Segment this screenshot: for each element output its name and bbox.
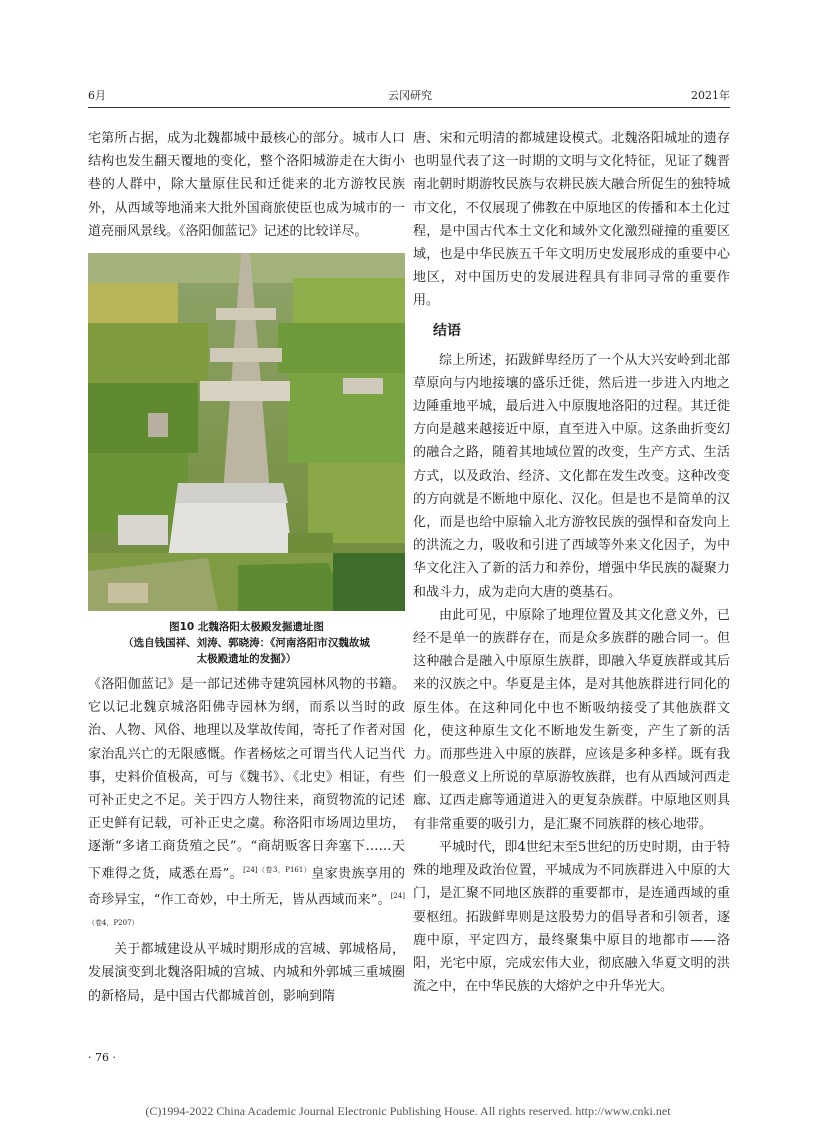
left-paragraph-2-text: 《洛阳伽蓝记》是一部记述佛寺建筑园林风物的书籍。它以记北魏京城洛阳佛寺园林为纲，而系以当时的政治、人物、风俗、地理以及掌故传闻，寄托了作者对国家治乱兴亡的无限感慨。作者杨炫之可谓当代人记当代事，史料价值极高，可与《魏书》、《北史》相证，有些可补正史之不足。关于四方人物往来，商贸物流的记述正史鲜有记载，可补正史之虞。称洛阳市场周边里坊，逐渐“多诸工商货殖之民”。“商胡贩客日奔塞下……天下难得之货，咸悉在焉”。	[88, 677, 405, 881]
right-paragraph-4: 平城时代，即4世纪末至5世纪的历史时期，由于特殊的地理及政治位置，平城成为不同族群进入中原的大门，是汇聚不同地区族群的重要都市，是连通西域的重要枢纽。拓跋鲜卑则是这股势力的倡导者和引领者，逐鹿中原，平定四方，最终聚集中原目的地都市——洛阳，光宅中原，完成宏伟大业，彻底融入华夏文明的洪流之中，在中华民族的大熔炉之中升华光大。	[413, 839, 730, 995]
section-heading-conclusion: 结语	[433, 322, 461, 339]
right-paragraph-1: 唐、宋和元明清的都城建设模式。北魏洛阳城址的遗存也明显代表了这一时期的文明与文化特征，见证了魏晋南北朝时期游牧民族与农耕民族大融合所促生的独特城市文化，不仅展现了佛教在中原地区的传播和本土化过程，是中国古代本土文化和域外文化激烈碰撞的重要区域，也是中华民族五千年文明历史发展形成的重要中心地区，对中国历史的发展进程具有非同寻常的重要作用。	[413, 131, 730, 309]
right-paragraph-2: 综上所述，拓跋鲜卑经历了一个从大兴安岭到北部草原向与内地接壤的盛乐迁徙，然后进一步进入内地之边陲重地平城，最后进入中原腹地洛阳的过程。其迁徙方向是越来越接近中原，直至进入中原。这条曲折变幻的融合之路，随着其地域位置的改变，生产方式、生活方式，以及政治、经济、文化都在发生改变。这种改变的方向就是不断地中原化、汉化。但是也不是简单的汉化，而是也给中原输入北方游牧民族的强悍和奋发向上的洪流之力，吸收和引进了西域等外来文化因子，为中华文化注入了新的活力和养份，增强中华民族的凝聚力和战斗力，成为走向大唐的奠基石。	[413, 352, 730, 600]
right-column	[413, 127, 730, 998]
header-year: 2021年	[691, 89, 730, 102]
right-paragraph-3: 由此可见，中原除了地理位置及其文化意义外，已经不是单一的族群存在，而是众多族群的融合同一。但这种融合是融入中原原生族群，即融入华夏族群或其后来的汉族之中。华夏是主体，是对其他族群进行同化的原生体。在这种同化中也不断吸纳接受了其他族群文化，使这种原生文化不断地发生新变，产生了新的活力。而那些进入中原的族群，应该是多种多样。既有我们一般意义上所说的草原游牧族群，也有从西域河西走廊、辽西走廊等通道进入的更复杂族群。中原地区则具有非常重要的吸引力，是汇聚不同族群的核心地带。	[413, 607, 730, 832]
left-column	[88, 127, 405, 1008]
citation-24-vol4: [24]（卷4，P207）	[88, 892, 405, 927]
left-paragraph-2	[88, 673, 405, 938]
citation-24-vol3: [24]（卷3，P161）	[243, 865, 312, 874]
excavation-aerial-photo	[88, 253, 405, 611]
running-header	[88, 87, 730, 105]
header-month: 6月	[88, 89, 106, 102]
figure-caption-title: 图10 北魏洛阳太极殿发掘遗址图	[169, 621, 324, 634]
header-rule	[88, 107, 730, 108]
left-paragraph-3: 关于都城建设从平城时期形成的宫城、郭城格局，发展演变到北魏洛阳城的宫城、内城和外郭城三重城圈的新格局，是中国古代都城首创，影响到隋	[88, 942, 405, 1004]
left-paragraph-2-continued: 皇家贵族享用的奇珍异宝，“作工奇妙，中土所无，皆从西域而来”。	[88, 865, 405, 908]
page-number: · 76 ·	[88, 1051, 116, 1064]
header-journal-title: 云冈研究	[388, 89, 432, 102]
figure-caption	[88, 619, 405, 667]
left-paragraph-1: 宅第所占据，成为北魏都城中最核心的部分。城市人口结构也发生翻天覆地的变化，整个洛阳城游走在大街小巷的人群中，除大量原住民和迁徙来的北方游牧民族外，从西域等地涌来大批外国商旅使臣也成为城市的一道亮丽风景线。《洛阳伽蓝记》记述的比较详尽。	[88, 131, 405, 239]
copyright-notice: (C)1994-2022 China Academic Journal Electronic Publishing House. All rights reserved. http://www.cnki.net	[145, 1104, 671, 1118]
figure-caption-source-line1: （选自钱国祥、刘涛、郭晓涛：《河南洛阳市汉魏故城	[123, 637, 370, 650]
figure-caption-source-line2: 太极殿遗址的发掘》）	[196, 653, 297, 666]
